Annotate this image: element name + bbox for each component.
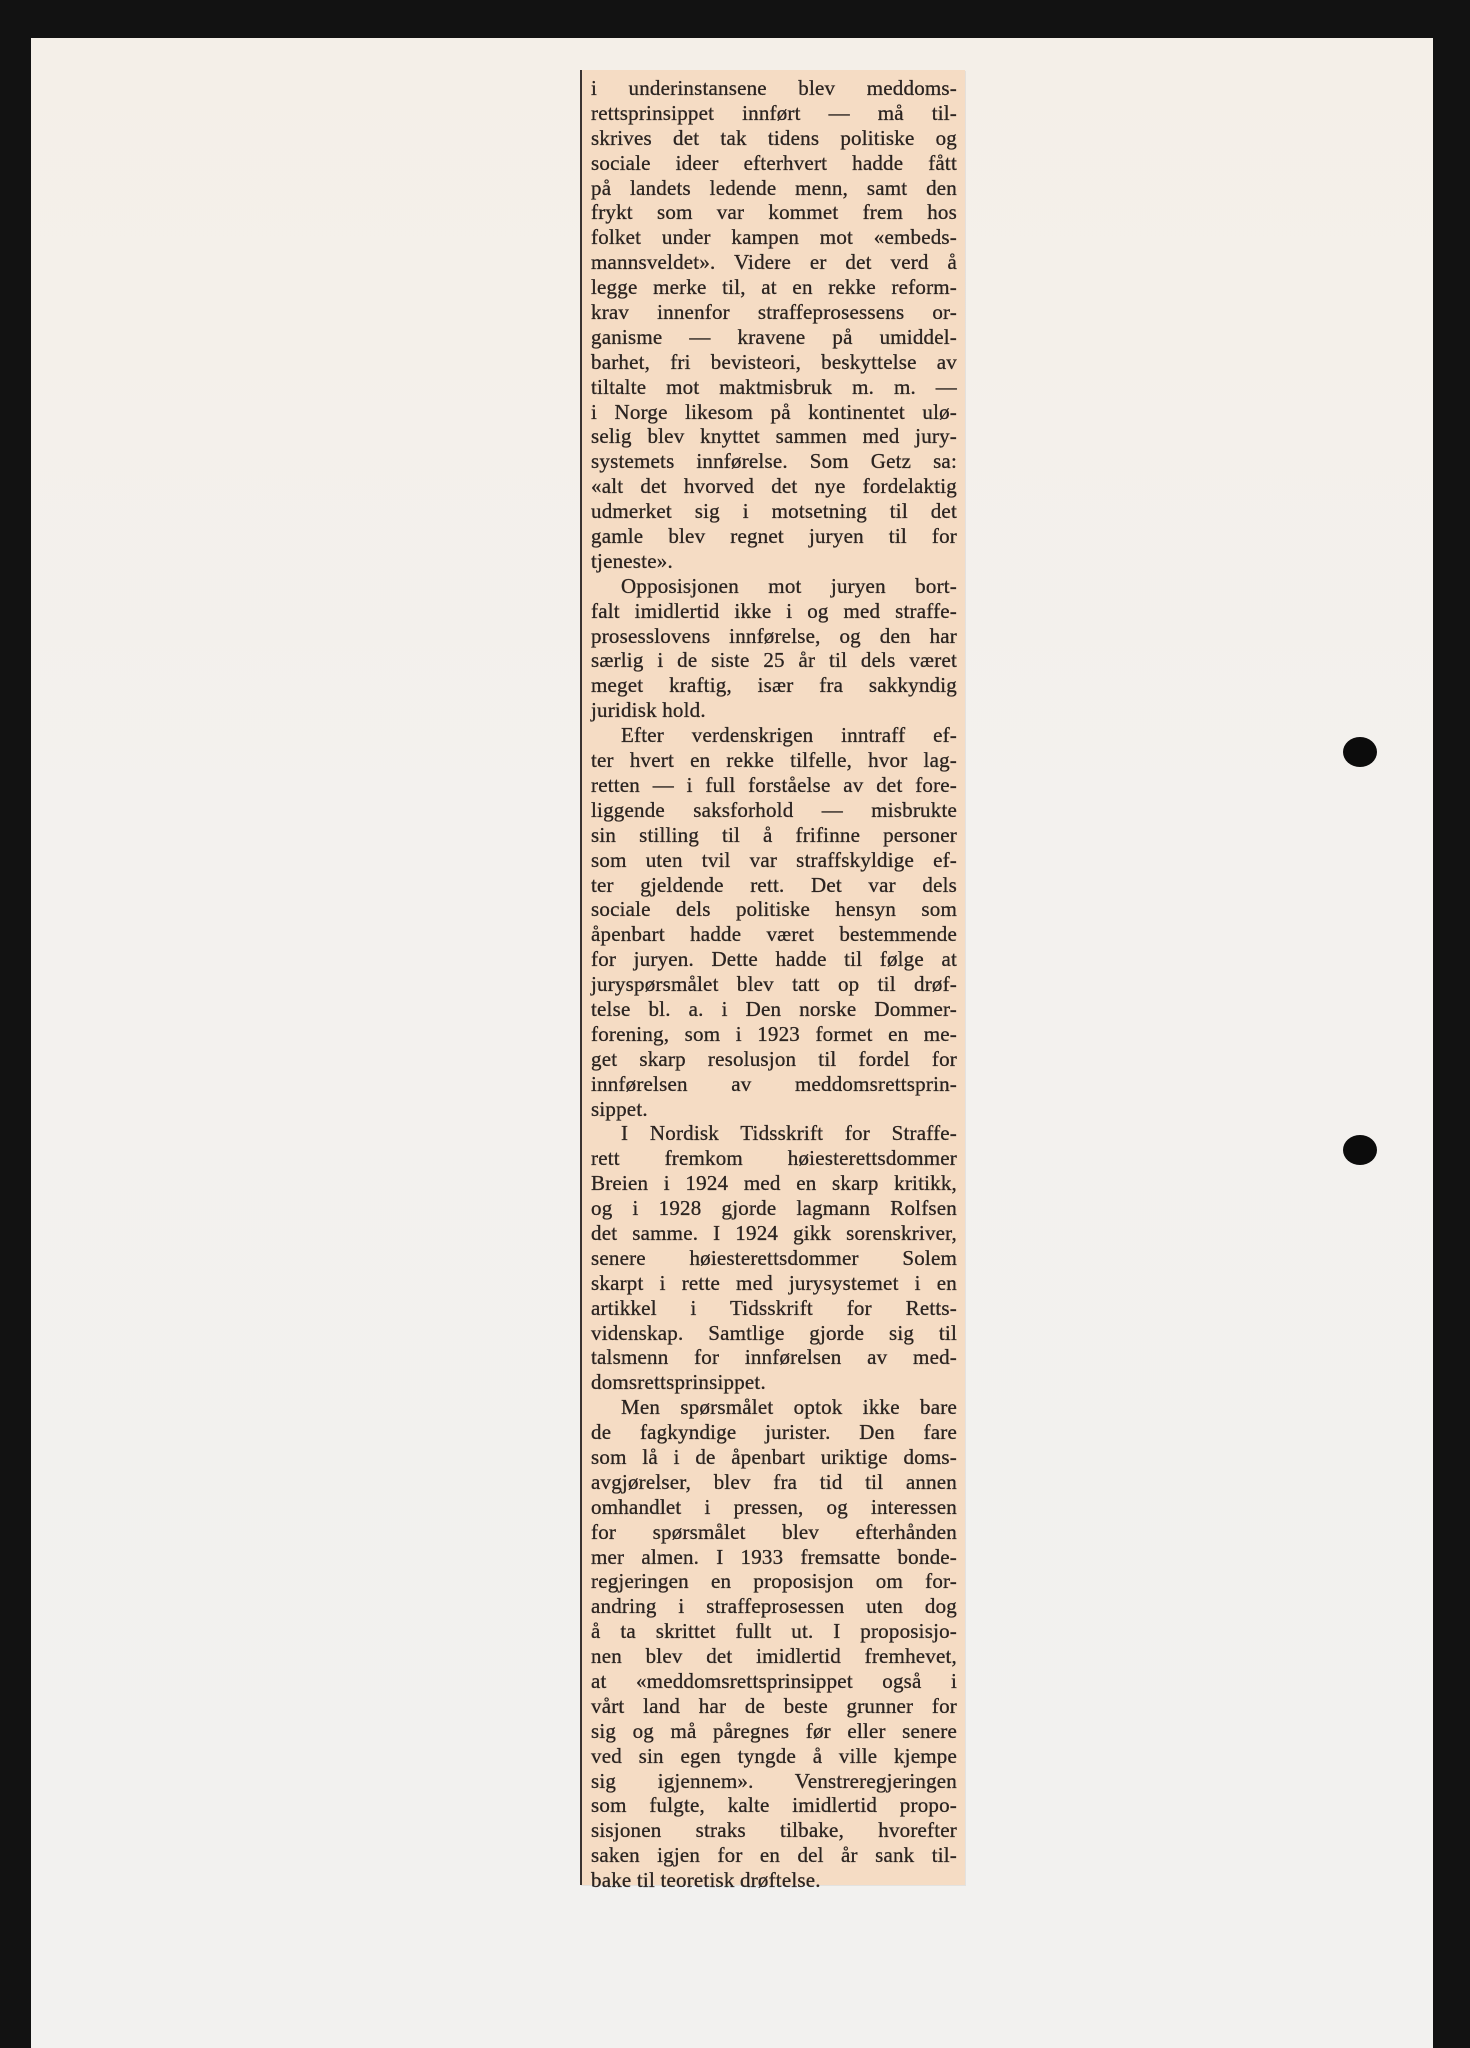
- article-line: Efter verdenskrigen inntraff ef-: [621, 723, 957, 748]
- article-line: å ta skrittet fullt ut. I proposisjo-: [591, 1619, 957, 1644]
- article-line: krav innenfor straffeprosessens or-: [591, 300, 957, 325]
- article-line: innførelsen av meddomsrettsprin-: [591, 1071, 957, 1096]
- article-line: at «meddomsrettsprinsippet også i: [591, 1669, 957, 1693]
- article-line: ter gjeldende rett. Det var dels: [591, 872, 957, 897]
- article-line: ganisme — kravene på umiddel-: [591, 324, 957, 349]
- article-line: skarpt i rette med jurysystemet i en: [591, 1270, 957, 1295]
- article-line: talsmenn for innførelsen av med-: [591, 1345, 957, 1370]
- punch-hole-icon: [1343, 737, 1377, 767]
- article-line: avgjørelser, blev fra tid til annen: [591, 1469, 957, 1494]
- article-line: Men spørsmålet optok ikke bare: [621, 1395, 957, 1420]
- article-line: rettsprinsippet innført — må til-: [591, 100, 957, 125]
- article-line: sig igjennem». Venstreregjeringen: [591, 1768, 957, 1793]
- newspaper-clipping: [580, 70, 965, 1893]
- article-line: mannsveldet». Videre er det verd å: [591, 250, 957, 275]
- article-line: selig blev knyttet sammen med jury-: [591, 424, 957, 449]
- article-line: i underinstansene blev meddoms-: [591, 76, 957, 100]
- article-line: retten — i full forståelse av det fore-: [591, 772, 957, 797]
- article-line: sociale dels politiske hensyn som: [591, 897, 957, 922]
- article-line: frykt som var kommet frem hos: [591, 200, 957, 225]
- article-line: sippet.: [591, 1096, 648, 1121]
- article-line: sin stilling til å frifinne personer: [591, 822, 957, 847]
- article-line: videnskap. Samtlige gjorde sig til: [591, 1320, 957, 1345]
- article-line: domsrettsprinsippet.: [591, 1370, 766, 1395]
- article-line: skrives det tak tidens politiske og: [591, 125, 957, 150]
- article-line: falt imidlertid ikke i og med straffe-: [591, 598, 957, 623]
- article-line: prosesslovens innførelse, og den har: [591, 623, 957, 648]
- article-line: get skarp resolusjon til fordel for: [591, 1046, 957, 1071]
- article-line: bake til teoretisk drøftelse.: [591, 1868, 821, 1893]
- article-line: vårt land har de beste grunner for: [591, 1693, 957, 1718]
- article-line: forening, som i 1923 formet en me-: [591, 1021, 957, 1046]
- article-line: Breien i 1924 med en skarp kritikk,: [591, 1171, 957, 1196]
- article-line: omhandlet i pressen, og interessen: [591, 1494, 957, 1519]
- article-line: særlig i de siste 25 år til dels været: [591, 648, 957, 673]
- article-line: Opposisjonen mot juryen bort-: [621, 573, 957, 598]
- article-line: gamle blev regnet juryen til for: [591, 524, 957, 549]
- article-line: juridisk hold.: [591, 698, 706, 723]
- article-line: ved sin egen tyngde å ville kjempe: [591, 1743, 957, 1768]
- article-line: senere høiesterettsdommer Solem: [591, 1245, 957, 1270]
- article-line: ter hvert en rekke tilfelle, hvor lag-: [591, 748, 957, 773]
- article-line: på landets ledende menn, samt den: [591, 175, 957, 200]
- article-line: andring i straffeprosessen uten dog: [591, 1594, 957, 1619]
- article-line: artikkel i Tidsskrift for Retts-: [591, 1295, 957, 1320]
- article-line: tjeneste».: [591, 548, 673, 573]
- article-line: åpenbart hadde været bestemmende: [591, 922, 957, 947]
- article-line: systemets innførelse. Som Getz sa:: [591, 449, 957, 474]
- article-line: udmerket sig i motsetning til det: [591, 499, 957, 524]
- article-line: barhet, fri bevisteori, beskyttelse av: [591, 349, 957, 374]
- article-line: juryspørsmålet blev tatt op til drøf-: [591, 972, 957, 997]
- article-line: det samme. I 1924 gikk sorenskriver,: [591, 1220, 957, 1245]
- article-line: telse bl. a. i Den norske Dommer-: [591, 996, 957, 1021]
- article-line: som lå i de åpenbart uriktige doms-: [591, 1444, 957, 1469]
- article-line: de fagkyndige jurister. Den fare: [591, 1420, 957, 1445]
- article-line: meget kraftig, især fra sakkyndig: [591, 673, 957, 698]
- article-line: for spørsmålet blev efterhånden: [591, 1519, 957, 1544]
- article-line: legge merke til, at en rekke reform-: [591, 275, 957, 300]
- article-line: «alt det hvorved det nye fordelaktig: [591, 474, 957, 499]
- punch-hole-icon: [1343, 1135, 1377, 1165]
- article-line: I Nordisk Tidsskrift for Straffe-: [621, 1121, 957, 1146]
- article-line: folket under kampen mot «embeds-: [591, 225, 957, 250]
- article-line: som fulgte, kalte imidlertid propo-: [591, 1793, 957, 1818]
- article-line: nen blev det imidlertid fremhevet,: [591, 1644, 957, 1669]
- article-line: sociale ideer efterhvert hadde fått: [591, 150, 957, 175]
- article-line: tiltalte mot maktmisbruk m. m. —: [591, 374, 957, 399]
- article-column: [591, 76, 957, 1893]
- article-line: som uten tvil var straffskyldige ef-: [591, 847, 957, 872]
- article-line: for juryen. Dette hadde til følge at: [591, 947, 957, 972]
- article-line: saken igjen for en del år sank til-: [591, 1843, 957, 1868]
- article-line: regjeringen en proposisjon om for-: [591, 1569, 957, 1594]
- article-line: sisjonen straks tilbake, hvorefter: [591, 1818, 957, 1843]
- article-line: mer almen. I 1933 fremsatte bonde-: [591, 1544, 957, 1569]
- article-line: sig og må påregnes før eller senere: [591, 1718, 957, 1743]
- article-line: og i 1928 gjorde lagmann Rolfsen: [591, 1196, 957, 1221]
- article-line: i Norge likesom på kontinentet ulø-: [591, 399, 957, 424]
- article-line: rett fremkom høiesterettsdommer: [591, 1146, 957, 1171]
- article-line: liggende saksforhold — misbrukte: [591, 797, 957, 822]
